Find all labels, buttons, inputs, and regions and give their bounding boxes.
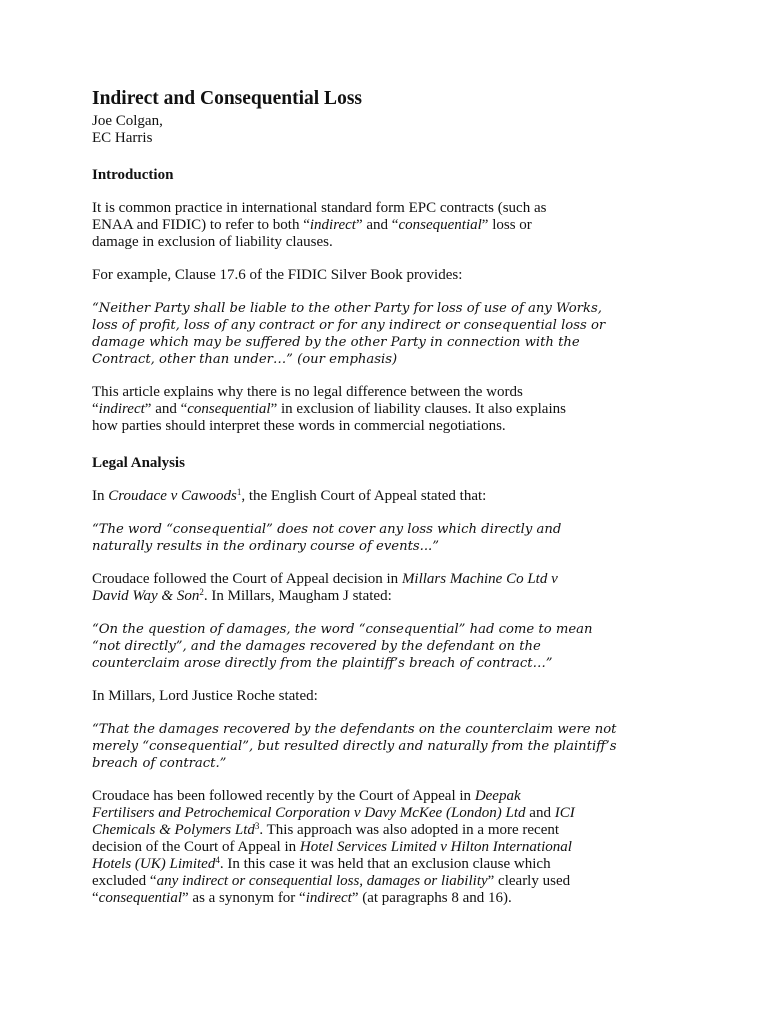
text-line bbox=[92, 788, 602, 805]
text-run: In bbox=[92, 488, 109, 504]
case-name: Chemicals & Polymers Ltd bbox=[92, 822, 255, 838]
footnote-ref[interactable]: 3 bbox=[254, 821, 260, 831]
legal-paragraph-4 bbox=[92, 788, 602, 907]
text-run: , the English Court of Appeal stated that: bbox=[241, 488, 487, 504]
case-name: David Way & Son bbox=[92, 588, 200, 604]
intro-paragraph-3 bbox=[92, 384, 602, 435]
emphasis-text: indirect bbox=[98, 401, 145, 417]
text-run: and bbox=[525, 805, 555, 821]
quote-line: loss of profit, loss of any contract or for any indirect or consequential loss or bbox=[92, 318, 606, 333]
text-run: Croudace has been followed recently by the Court of Appeal in bbox=[92, 788, 475, 804]
emphasis-text: indirect bbox=[305, 890, 352, 906]
quote-line: damage which may be suffered by the other Party in connection with the bbox=[92, 335, 580, 350]
intro-paragraph-2: For example, Clause 17.6 of the FIDIC Silver Book provides: bbox=[92, 267, 463, 283]
text-line bbox=[92, 873, 602, 890]
text-line bbox=[92, 588, 602, 605]
text-run: ” clearly used bbox=[487, 873, 571, 889]
text-run: ” loss or bbox=[481, 217, 532, 233]
text-line bbox=[92, 856, 602, 873]
text-line: It is common practice in international standard form EPC contracts (such as bbox=[92, 200, 547, 216]
footnote-ref[interactable]: 4 bbox=[215, 855, 220, 865]
fidic-quote bbox=[92, 300, 606, 368]
quote-line: “not directly”, and the damages recovered by the defendant on the bbox=[92, 639, 541, 654]
quote-line: “On the question of damages, the word “consequential” had come to mean bbox=[92, 622, 593, 637]
text-run: ENAA and FIDIC) to refer to both “ bbox=[92, 217, 310, 233]
case-name: Hotels (UK) Limited bbox=[92, 856, 216, 872]
text-run: ” and “ bbox=[355, 217, 399, 233]
case-name: Croudace v Cawoods bbox=[108, 488, 237, 504]
text-line bbox=[92, 805, 602, 822]
text-line bbox=[92, 890, 602, 907]
text-line: damage in exclusion of liability clauses. bbox=[92, 234, 333, 250]
case-name: Deepak bbox=[474, 788, 521, 804]
case-name: Fertilisers and Petrochemical Corporation v Davy McKee (London) Ltd bbox=[92, 805, 526, 821]
quote-line: Contract, other than under…” (our emphasis) bbox=[92, 352, 398, 367]
text-run: excluded “ bbox=[92, 873, 157, 889]
text-run: . In this case it was held that an exclusion clause which bbox=[219, 856, 551, 872]
quote-line: “The word “consequential” does not cover any loss which directly and bbox=[92, 522, 562, 537]
section-heading-legal-analysis: Legal Analysis bbox=[92, 455, 185, 471]
text-line bbox=[92, 217, 602, 234]
text-run: ” in exclusion of liability clauses. It also explains bbox=[270, 401, 566, 417]
text-run: “ bbox=[92, 890, 99, 906]
quote-line: breach of contract.” bbox=[92, 756, 227, 771]
text-run: ” (at paragraphs 8 and 16). bbox=[351, 890, 512, 906]
text-run: ” and “ bbox=[144, 401, 188, 417]
section-heading-introduction: Introduction bbox=[92, 167, 174, 183]
emphasis-text: consequential bbox=[398, 217, 482, 233]
quote-line: “That the damages recovered by the defendants on the counterclaim were not bbox=[92, 722, 617, 737]
roche-quote bbox=[92, 721, 617, 772]
quote-line: naturally results in the ordinary course of events...” bbox=[92, 539, 439, 554]
quote-line: counterclaim arose directly from the plaintiff’s breach of contract…” bbox=[92, 656, 553, 671]
document-title: Indirect and Consequential Loss bbox=[92, 88, 362, 109]
text-line bbox=[92, 571, 602, 588]
quote-line: “Neither Party shall be liable to the other Party for loss of use of any Works, bbox=[92, 301, 602, 316]
author-company: EC Harris bbox=[92, 130, 153, 146]
text-run: . In Millars, Maugham J stated: bbox=[203, 588, 392, 604]
text-run: “ bbox=[92, 401, 99, 417]
emphasis-text: consequential bbox=[187, 401, 271, 417]
quote-line: merely “consequential”, but resulted directly and naturally from the plaintiff’s bbox=[92, 739, 617, 754]
text-line bbox=[92, 401, 602, 418]
text-line bbox=[92, 839, 602, 856]
author-name: Joe Colgan, bbox=[92, 113, 163, 129]
emphasis-text: indirect bbox=[309, 217, 356, 233]
text-line bbox=[92, 822, 602, 839]
text-line: This article explains why there is no legal difference between the words bbox=[92, 384, 523, 400]
text-line: how parties should interpret these words in commercial negotiations. bbox=[92, 418, 506, 434]
text-run: . This approach was also adopted in a more recent bbox=[259, 822, 560, 838]
footnote-ref[interactable]: 2 bbox=[199, 587, 204, 597]
text-run: Croudace followed the Court of Appeal decision in bbox=[92, 571, 402, 587]
text-run: decision of the Court of Appeal in bbox=[92, 839, 300, 855]
footnote-ref[interactable]: 1 bbox=[236, 487, 242, 497]
maugham-quote bbox=[92, 621, 602, 672]
case-name: Hotel Services Limited v Hilton International bbox=[299, 839, 572, 855]
legal-paragraph-3: In Millars, Lord Justice Roche stated: bbox=[92, 688, 318, 704]
legal-paragraph-2 bbox=[92, 571, 602, 605]
case-name: Millars Machine Co Ltd v bbox=[401, 571, 558, 587]
text-run: ” as a synonym for “ bbox=[182, 890, 306, 906]
emphasis-text: any indirect or consequential loss, damages or liability bbox=[156, 873, 488, 889]
intro-paragraph-1 bbox=[92, 200, 602, 251]
document-page bbox=[92, 88, 617, 907]
case-name: ICI bbox=[554, 805, 575, 821]
author-block bbox=[92, 113, 602, 147]
croudace-quote bbox=[92, 521, 602, 555]
legal-paragraph-1 bbox=[92, 488, 602, 505]
emphasis-text: consequential bbox=[98, 890, 182, 906]
